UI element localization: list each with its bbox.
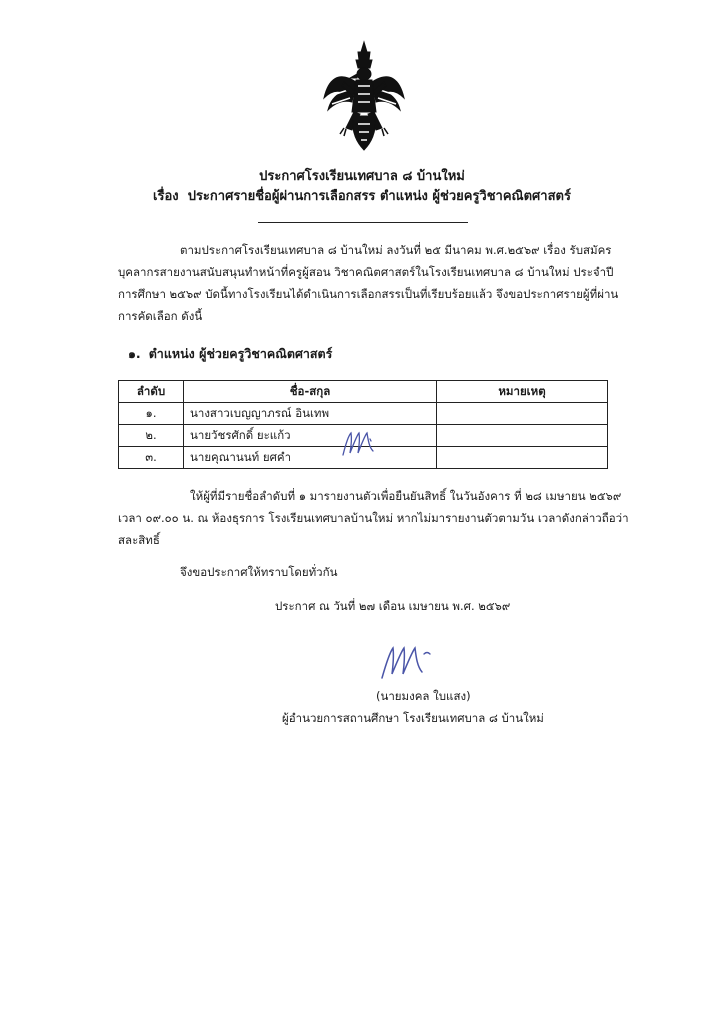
signer-position: ผู้อำนวยการสถานศึกษา โรงเรียนเทศบาล ๘ บ้านใหม่ bbox=[282, 711, 544, 725]
signer-name: (นายมงคล ใบแสง) bbox=[376, 689, 471, 703]
row-number: ๓. bbox=[119, 447, 184, 469]
table-header-row bbox=[119, 381, 608, 403]
title-divider bbox=[258, 222, 468, 223]
column-header-remark: หมายเหตุ bbox=[437, 381, 608, 403]
announcement-date: ประกาศ ณ วันที่ ๒๗ เดือน เมษายน พ.ศ. ๒๕๖๙ bbox=[275, 599, 511, 613]
garuda-emblem-icon bbox=[320, 40, 408, 152]
subject-label: เรื่อง bbox=[153, 189, 179, 204]
row-remark bbox=[437, 447, 608, 469]
intro-line-4: การคัดเลือก ดังนี้ bbox=[118, 309, 203, 323]
report-line-1: ให้ผู้ที่มีรายชื่อลำดับที่ ๑ มารายงานตัวเพื่อยืนยันสิทธิ์ ในวันอังคาร ที่ ๒๘ เมษายน ๒๕๖๙ bbox=[190, 489, 622, 503]
section-heading bbox=[128, 344, 340, 364]
row-remark bbox=[437, 403, 608, 425]
row-name: นายคุณานนท์ ยศคำ bbox=[184, 447, 437, 469]
row-number: ๑. bbox=[119, 403, 184, 425]
table-initials-signature bbox=[340, 425, 376, 459]
row-number: ๒. bbox=[119, 425, 184, 447]
announcement-title: ประกาศโรงเรียนเทศบาล ๘ บ้านใหม่ bbox=[259, 169, 465, 184]
column-header-name: ชื่อ-สกุล bbox=[184, 381, 437, 403]
subject-text: ประกาศรายชื่อผู้ผ่านการเลือกสรร ตำแหน่ง ผู้ช่วยครูวิชาคณิตศาสตร์ bbox=[187, 189, 571, 204]
report-line-3: สละสิทธิ์ bbox=[118, 533, 160, 547]
section-label: ตำแหน่ง ผู้ช่วยครูวิชาคณิตศาสตร์ bbox=[148, 346, 333, 361]
section-number: ๑. bbox=[128, 346, 141, 361]
director-signature bbox=[378, 638, 434, 682]
intro-line-1: ตามประกาศโรงเรียนเทศบาล ๘ บ้านใหม่ ลงวันที่ ๒๕ มีนาคม พ.ศ.๒๕๖๙ เรื่อง รับสมัคร bbox=[180, 243, 612, 257]
row-name: นายวัชรศักดิ์ ยะแก้ว bbox=[184, 425, 437, 447]
intro-line-3: การศึกษา ๒๕๖๙ บัดนี้ทางโรงเรียนได้ดำเนินการเลือกสรรเป็นที่เรียบร้อยแล้ว จึงขอประกาศรายผู้ที่ผ่าน bbox=[118, 287, 619, 301]
intro-line-2: บุคลากรสายงานสนับสนุนทำหน้าที่ครูผู้สอน วิชาคณิตศาสตร์ในโรงเรียนเทศบาล ๘ บ้านใหม่ ประจำปี bbox=[118, 265, 614, 279]
row-remark bbox=[437, 425, 608, 447]
table-row bbox=[119, 403, 608, 425]
closing-statement: จึงขอประกาศให้ทราบโดยทั่วกัน bbox=[180, 565, 338, 579]
report-line-2: เวลา ๐๙.๐๐ น. ณ ห้องธุรการ โรงเรียนเทศบาลบ้านใหม่ หากไม่มารายงานตัวตามวัน เวลาดังกล่าวถือว่า bbox=[118, 511, 629, 525]
row-name: นางสาวเบญญาภรณ์ อินเทพ bbox=[184, 403, 437, 425]
announcement-subject bbox=[0, 188, 724, 206]
column-header-order: ลำดับ bbox=[119, 381, 184, 403]
